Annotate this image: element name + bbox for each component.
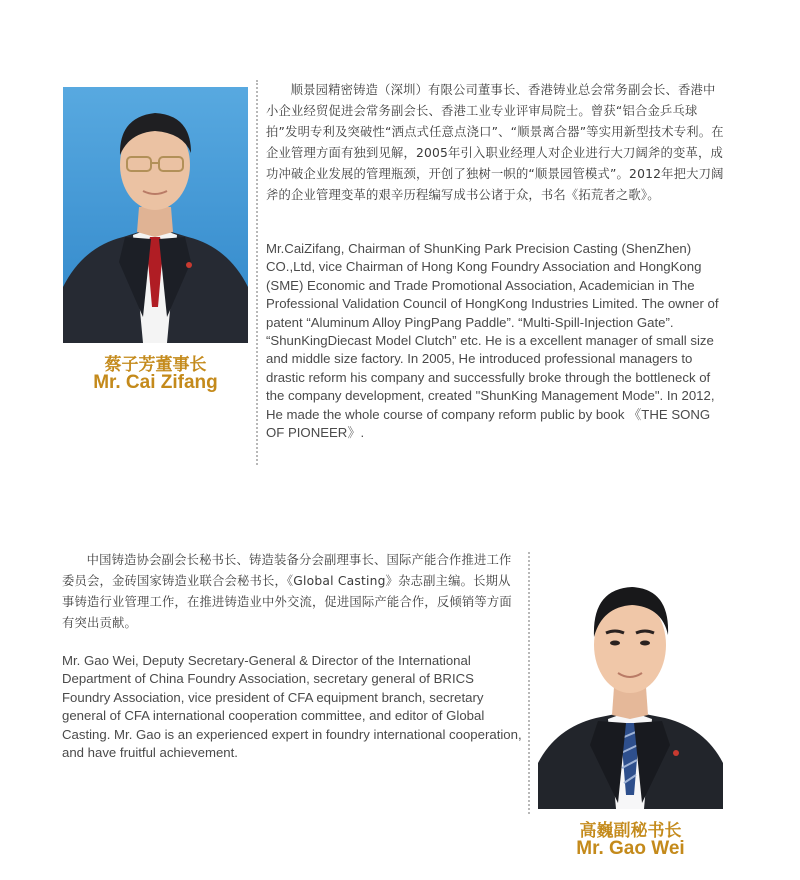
gao-bio-english: Mr. Gao Wei, Deputy Secretary-General & Director of the International Department of China Foundry Association, secretary general of BRICS Foundry Association, vice president of CFA equipment branch, secretary general of CFA international cooperation committee, and editor of Global Casting. Mr. Gao is an experienced expert in foundry international cooperation, and have fruitful achievement. <box>62 653 522 761</box>
gao-bio-english-block <box>62 652 524 762</box>
portrait-photo-cai <box>63 87 248 343</box>
gao-name-english: Mr. Gao Wei <box>576 838 685 859</box>
dotted-divider-cai <box>256 80 258 465</box>
cai-bio-chinese: 顺景园精密铸造（深圳）有限公司董事长、香港铸业总会常务副会长、香港中小企业经贸促进会常务副会长、香港工业专业评审局院士。曾获“铝合金乒乓球拍”发明专利及突破性“洒点式任意点浇口”、“顺景离合器”等实用新型技术专利。在企业管理方面有独到见解，2005年引入职业经理人对企业进行大刀阔斧的变革，成功冲破企业发展的管理瓶颈，开创了独树一帜的“顺景园管模式”。2012年把大刀阔斧的企业管理变革的艰辛历程编写成书公诸于众，书名《拓荒者之歌》。 <box>266 83 724 202</box>
cai-name-english: Mr. Cai Zifang <box>93 372 218 393</box>
portrait-photo-gao <box>538 563 723 809</box>
cai-bio-english-block <box>266 240 728 442</box>
gao-bio-chinese-block <box>62 550 522 634</box>
dotted-divider-gao <box>528 552 530 814</box>
cai-bio-chinese-block <box>266 80 726 206</box>
cai-bio-english: Mr.CaiZifang, Chairman of ShunKing Park Precision Casting (ShenZhen) CO.,Ltd, vice Chairman of Hong Kong Foundry Association and HongKong (SME) Economic and Trade Promotional Association, Academician in The Professional Validation Council of HongKong Industries Limited. The owner of patent “Aluminum Alloy PingPang Paddle”. “Multi-Spill-Injection Gate”. “ShunKingDiecast Model Clutch” etc. He is a excellent manager of small size and middle size factory. In 2005, He introduced professional managers to drastic reform his company and successfully broke through the bottleneck of the company development, created "ShunKing Management Mode". In 2012, He made the whole course of company reform public by book 《THE SONG OF PIONEER》. <box>266 241 719 441</box>
gao-name-chinese: 高巍副秘书长 <box>579 821 682 841</box>
gao-bio-chinese: 中国铸造协会副会长秘书长、铸造装备分会副理事长、国际产能合作推进工作委员会，金砖国家铸造业联合会秘书长，《Global Casting》杂志副主编。长期从事铸造行业管理工作，在推进铸造业中外交流，促进国际产能合作，反倾销等方面有突出贡献。 <box>62 553 512 630</box>
cai-name-chinese: 蔡子芳董事长 <box>104 355 207 375</box>
